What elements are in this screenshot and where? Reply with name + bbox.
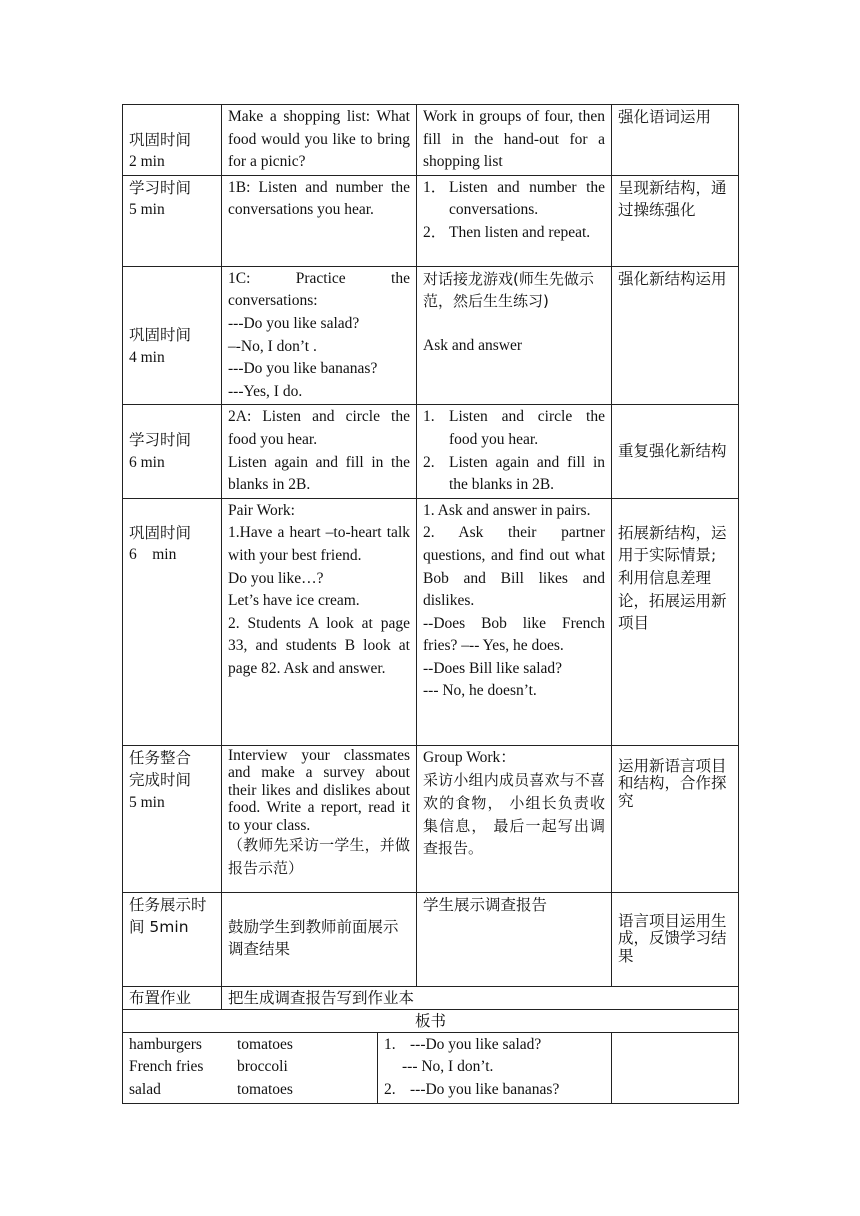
board-dialog-text: ---Do you like bananas?	[410, 1080, 560, 1098]
purpose-cell	[612, 266, 739, 405]
phase-time: 5 min	[129, 201, 165, 219]
purpose-text: 运用新语言项目和结构，合作探究	[618, 756, 727, 810]
content-line: ---Do you like salad?	[228, 314, 360, 332]
activity-cell	[417, 105, 612, 176]
board-word-row	[129, 1079, 371, 1102]
activity-line: 1. Ask and answer in pairs.	[423, 501, 591, 519]
board-dialog-cell	[378, 1033, 612, 1103]
purpose-cell	[612, 892, 739, 986]
content-text: Make a shopping list: What food would you like to bring for a picnic?	[228, 108, 410, 171]
content-cell	[222, 266, 417, 405]
purpose-text: 拓展新结构，运用于实际情景; 利用信息差理论，拓展运用新项目	[618, 523, 727, 633]
content-cell	[222, 892, 417, 986]
purpose-text: 强化语词运用	[618, 108, 712, 126]
content-cell	[222, 175, 417, 266]
board-dialog-number: 1.	[384, 1035, 396, 1053]
activity-cell	[417, 266, 612, 405]
lesson-plan-page	[122, 104, 738, 1104]
content-line: ---Do you like bananas?	[228, 360, 378, 378]
activity-line: 2. Ask their partner questions, and find out what Bob and Bill likes and dislikes.	[423, 524, 605, 610]
content-cell	[222, 745, 417, 892]
content-cell	[222, 105, 417, 176]
board-word-row	[129, 1034, 371, 1057]
board-dialog-line	[384, 1034, 605, 1057]
board-title-row	[123, 1009, 739, 1032]
purpose-text: 强化新结构运用	[618, 269, 727, 288]
step-number: 2.	[423, 453, 435, 471]
board-word: French fries	[129, 1058, 204, 1076]
phase-label: 学习时间	[129, 178, 192, 197]
activity-line: --Does Bob like French fries? –-- Yes, he does.	[423, 614, 605, 655]
phase-cell	[123, 745, 222, 892]
activity-cell	[417, 175, 612, 266]
homework-text: 把生成调查报告写到作业本	[222, 986, 739, 1009]
board-dialog-text: --- No, I don’t.	[402, 1058, 494, 1076]
board-word-row	[129, 1056, 371, 1079]
content-cell	[222, 405, 417, 498]
purpose-cell	[612, 405, 739, 498]
phase-label: 巩固时间	[129, 130, 192, 149]
activity-text: Work in groups of four, then fill in the hand-out for a shopping list	[423, 108, 605, 171]
phase-cell	[123, 498, 222, 745]
board-word: hamburgers	[129, 1035, 202, 1053]
purpose-cell	[612, 745, 739, 892]
content-text: 1B: Listen and number the conversations you hear.	[228, 178, 410, 219]
phase-label: 任务展示时间 5min	[129, 895, 207, 937]
step-text: Listen and number the conversations.	[449, 178, 605, 219]
list-item	[423, 222, 605, 245]
phase-cell	[123, 405, 222, 498]
activity-cell	[417, 498, 612, 745]
purpose-text: 语言项目运用生成，反馈学习结果	[618, 911, 727, 965]
content-line: Let’s have ice cream.	[228, 592, 360, 610]
step-number: 1．	[423, 178, 447, 196]
step-number: 2．	[423, 223, 447, 241]
content-cell	[222, 498, 417, 745]
board-table	[122, 1033, 739, 1104]
board-word: tomatoes	[237, 1035, 293, 1053]
content-line: –-No, I don’t .	[228, 337, 317, 355]
phase-time: 4 min	[129, 348, 165, 366]
table-row	[123, 405, 739, 498]
phase-cell	[123, 266, 222, 405]
content-line: 2. Students A look at page 33, and students B look at page 82. Ask and answer.	[228, 614, 410, 677]
step-text: Then listen and repeat.	[449, 223, 591, 241]
board-word: salad	[129, 1080, 161, 1098]
purpose-cell	[612, 175, 739, 266]
activity-line: 采访小组内成员喜欢与不喜欢的食物， 小组长负责收集信息， 最后一起写出调查报告。	[423, 771, 605, 858]
purpose-cell	[612, 498, 739, 745]
content-line: 1.Have a heart –to-heart talk with your best friend.	[228, 524, 410, 564]
table-row	[123, 745, 739, 892]
purpose-cell	[612, 105, 739, 176]
purpose-text: 呈现新结构，通过操练强化	[618, 178, 727, 220]
board-row	[123, 1033, 739, 1103]
homework-label: 布置作业	[123, 986, 222, 1009]
table-row	[123, 105, 739, 176]
phase-time: 5 min	[129, 793, 165, 811]
step-number: 1.	[423, 408, 435, 426]
content-line: Listen again and fill in the blanks in 2B.	[228, 453, 410, 494]
board-title: 板书	[123, 1009, 739, 1032]
board-word: tomatoes	[237, 1080, 293, 1098]
table-row	[123, 892, 739, 986]
table-row	[123, 498, 739, 745]
step-text: Listen again and fill in the blanks in 2B.	[449, 453, 605, 494]
table-row	[123, 175, 739, 266]
phase-label: 学习时间	[129, 430, 192, 449]
phase-cell	[123, 105, 222, 176]
phase-time: 6 min	[129, 453, 165, 471]
activity-cell	[417, 745, 612, 892]
phase-cell	[123, 892, 222, 986]
table-row	[123, 266, 739, 405]
board-dialog-text: ---Do you like salad?	[410, 1035, 542, 1053]
activity-steps	[423, 177, 605, 245]
board-dialog-line	[384, 1079, 605, 1102]
purpose-text: 重复强化新结构	[618, 442, 727, 461]
board-dialog-line	[384, 1056, 605, 1079]
content-line: Pair Work:	[228, 501, 295, 519]
phase-label: 巩固时间	[129, 523, 192, 542]
board-word: broccoli	[237, 1058, 288, 1076]
content-line: Interview your classmates and make a survey about their likes and dislikes about food. Write a report, read it to your class.	[228, 746, 410, 834]
list-item	[423, 452, 605, 497]
activity-text: 对话接龙游戏(师生先做示范，然后生生练习)	[423, 269, 594, 311]
homework-row	[123, 986, 739, 1009]
board-empty-cell	[612, 1033, 739, 1103]
activity-line: --Does Bill like salad?	[423, 659, 563, 677]
activity-steps	[423, 406, 605, 496]
activity-cell	[417, 405, 612, 498]
board-dialog-number	[384, 1056, 402, 1079]
phase-time: 6 min	[129, 546, 177, 564]
content-line: 2A: Listen and circle the food you hear.	[228, 408, 410, 448]
content-line: ---Yes, I do.	[228, 382, 303, 400]
activity-text: Ask and answer	[423, 336, 523, 354]
activity-line: --- No, he doesn’t.	[423, 682, 537, 700]
content-line: Do you like…?	[228, 569, 324, 587]
list-item	[423, 177, 605, 222]
board-dialog-number: 2.	[384, 1080, 396, 1098]
board-words-cell	[123, 1033, 378, 1103]
phase-label: 任务整合完成时间	[129, 748, 192, 790]
content-text: 鼓励学生到教师前面展示调查结果	[228, 917, 399, 959]
activity-line: Group Work：	[423, 748, 516, 766]
phase-time: 2 min	[129, 153, 165, 171]
lesson-plan-table	[122, 104, 739, 1033]
phase-cell	[123, 175, 222, 266]
content-line: （教师先采访一学生，并做报告示范）	[228, 836, 410, 877]
step-text: Listen and circle the food you hear.	[449, 408, 605, 448]
list-item	[423, 406, 605, 451]
phase-label: 巩固时间	[129, 325, 192, 344]
activity-text: 学生展示调查报告	[423, 895, 548, 914]
activity-cell	[417, 892, 612, 986]
content-line: 1C: Practice the conversations:	[228, 269, 410, 310]
